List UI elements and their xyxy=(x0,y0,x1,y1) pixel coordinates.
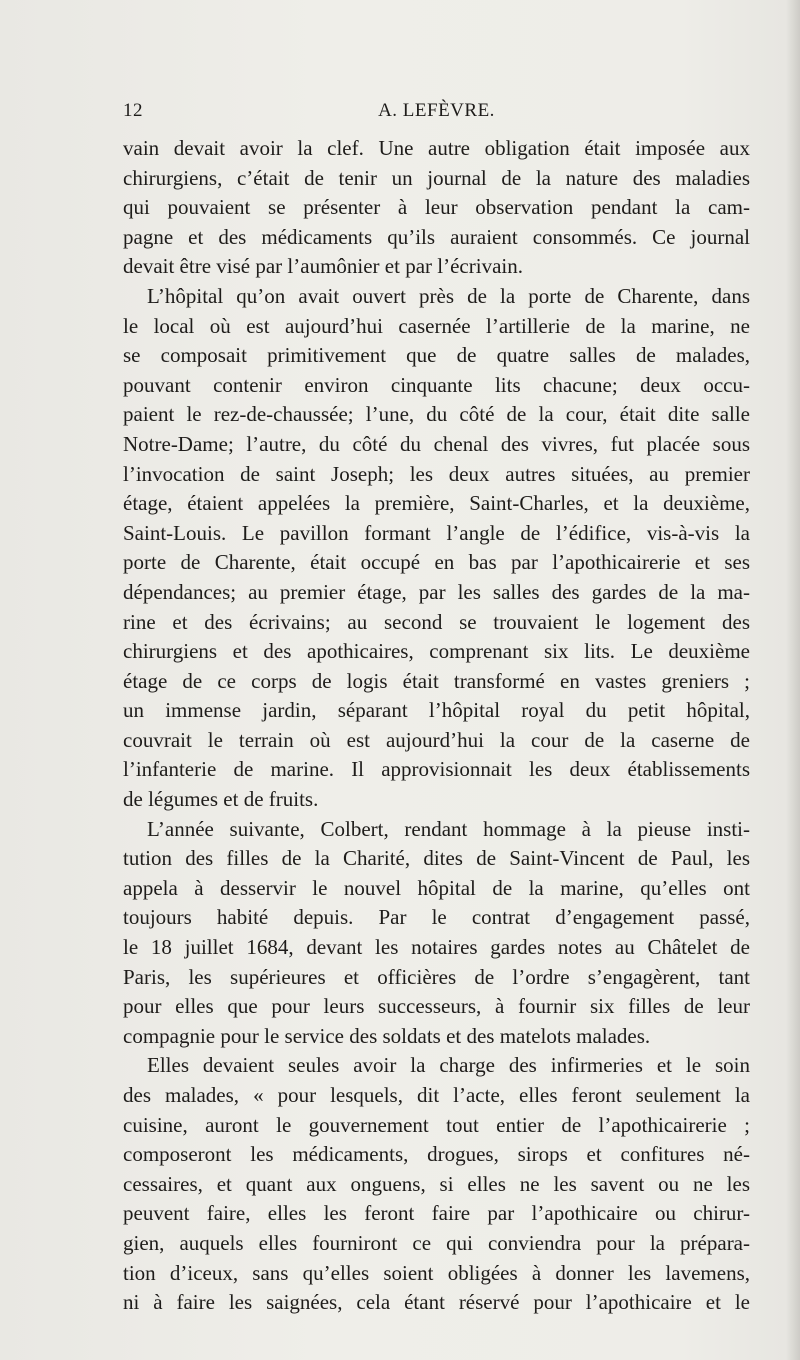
text-line: l’infanterie de marine. Il approvisionnait les deux établissements xyxy=(123,757,750,782)
body-text xyxy=(123,134,750,1318)
text-line: chirurgiens et des apothicaires, comprenant six lits. Le deuxième xyxy=(123,639,750,664)
text-line: peuvent faire, elles les feront faire par l’apothicaire ou chirur- xyxy=(123,1201,750,1226)
text-line: porte de Charente, était occupé en bas par l’apothicairerie et ses xyxy=(123,550,750,575)
text-line: le local où est aujourd’hui casernée l’artillerie de la marine, ne xyxy=(123,313,750,338)
text-line: l’invocation de saint Joseph; les deux autres situées, au premier xyxy=(123,461,750,486)
text-line: Paris, les supérieures et officières de l’ordre s’engagèrent, tant xyxy=(123,964,750,989)
text-line: L’année suivante, Colbert, rendant hommage à la pieuse insti- xyxy=(147,816,750,841)
text-line: rine et des écrivains; au second se trouvaient le logement des xyxy=(123,609,750,634)
text-line: pour elles que pour leurs successeurs, à fournir six filles de leur xyxy=(123,994,750,1019)
text-line: L’hôpital qu’on avait ouvert près de la porte de Charente, dans xyxy=(147,283,750,308)
text-line: un immense jardin, séparant l’hôpital royal du petit hôpital, xyxy=(123,698,750,723)
running-head: A. LEFÈVRE. xyxy=(378,100,495,121)
text-line: tion d’iceux, sans qu’elles soient obligées à donner les lavemens, xyxy=(123,1260,750,1285)
text-line: chirurgiens, c’était de tenir un journal de la nature des maladies xyxy=(123,165,750,190)
text-line: composeront les médicaments, drogues, sirops et confitures né- xyxy=(123,1142,750,1167)
text-line: cessaires, et quant aux onguens, si elles ne les savent ou ne les xyxy=(123,1171,750,1196)
text-line: ni à faire les saignées, cela étant réservé pour l’apothicaire et le xyxy=(123,1290,750,1315)
text-line: de légumes et de fruits. xyxy=(123,787,319,812)
text-line: cuisine, auront le gouvernement tout entier de l’apothicairerie ; xyxy=(123,1112,750,1137)
page-number: 12 xyxy=(123,100,143,121)
text-line: des malades, « pour lesquels, dit l’acte, elles feront seulement la xyxy=(123,1083,750,1107)
text-line: étage, étaient appelées la première, Saint-Charles, et la deuxième, xyxy=(123,491,750,516)
text-line: toujours habité depuis. Par le contrat d’engagement passé, xyxy=(123,905,750,930)
text-line: tution des filles de la Charité, dites de Saint-Vincent de Paul, les xyxy=(123,846,750,871)
text-line: dépendances; au premier étage, par les salles des gardes de la ma- xyxy=(123,579,750,604)
text-line: pagne et des médicaments qu’ils auraient consommés. Ce journal xyxy=(123,224,750,249)
text-line: gien, auquels elles fourniront ce qui conviendra pour la prépara- xyxy=(123,1230,750,1255)
text-line: paient le rez-de-chaussée; l’une, du côté de la cour, était dite salle xyxy=(123,402,750,427)
text-line: vain devait avoir la clef. Une autre obligation était imposée aux xyxy=(123,136,750,160)
text-line: Saint-Louis. Le pavillon formant l’angle de l’édifice, vis-à-vis la xyxy=(123,520,750,545)
text-line: Notre-Dame; l’autre, du côté du chenal des vivres, fut placée sous xyxy=(123,431,750,456)
page-header xyxy=(123,100,750,124)
text-line: compagnie pour le service des soldats et des matelots malades. xyxy=(123,1023,651,1048)
text-line: se composait primitivement que de quatre salles de malades, xyxy=(123,343,750,368)
text-line: le 18 juillet 1684, devant les notaires gardes notes au Châtelet de xyxy=(123,935,750,960)
text-line: appela à desservir le nouvel hôpital de la marine, qu’elles ont xyxy=(123,875,750,900)
text-line: qui pouvaient se présenter à leur observation pendant la cam- xyxy=(123,195,750,220)
text-line: pouvant contenir environ cinquante lits chacune; deux occu- xyxy=(123,372,750,397)
text-line: devait être visé par l’aumônier et par l’écrivain. xyxy=(123,254,523,279)
text-line: Elles devaient seules avoir la charge des infirmeries et le soin xyxy=(147,1053,750,1078)
text-line: couvrait le terrain où est aujourd’hui la cour de la caserne de xyxy=(123,727,750,752)
page-edge-shadow xyxy=(786,0,800,1360)
text-line: étage de ce corps de logis était transformé en vastes greniers ; xyxy=(123,668,750,693)
